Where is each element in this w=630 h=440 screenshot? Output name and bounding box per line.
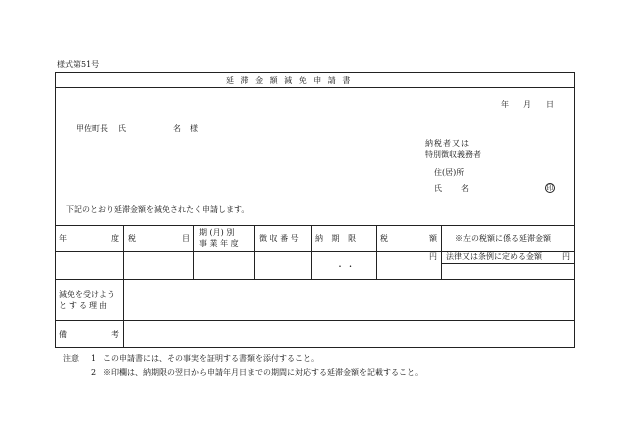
note-1-number: 1 xyxy=(91,354,97,363)
reason-bottom-line xyxy=(55,320,575,321)
header-amount-b: 額 xyxy=(429,234,437,243)
col-divider-2 xyxy=(193,225,194,279)
seal-mark: 印 xyxy=(546,184,554,192)
table-top-line xyxy=(55,225,575,226)
reason-label-line2: とする理由 xyxy=(59,301,109,310)
legal-row-divider xyxy=(441,263,575,264)
applicant-name-label-1: 氏 xyxy=(434,184,442,193)
applicant-role-line2: 特別徴収義務者 xyxy=(425,150,481,159)
form-number: 様式第51号 xyxy=(57,60,100,69)
legal-amount-yen: 円 xyxy=(562,252,570,261)
title-divider xyxy=(55,87,575,88)
header-period-line1: 期 (月) 別 xyxy=(199,228,235,237)
request-text: 下記のとおり延滞金額を減免されたく申請します。 xyxy=(66,205,250,214)
addressee-honorific: 氏 xyxy=(118,124,126,133)
col-divider-4 xyxy=(311,225,312,279)
col-divider-6 xyxy=(441,225,442,279)
deadline-date-dots: ・ ・ xyxy=(336,262,355,271)
header-tax-b: 目 xyxy=(182,234,190,243)
col-divider-3 xyxy=(254,225,255,279)
addressee-sama: 様 xyxy=(190,124,198,133)
amount-yen: 円 xyxy=(429,252,437,261)
applicant-address-label: 住(居)所 xyxy=(434,168,465,177)
table-bottom-line xyxy=(55,279,575,280)
header-year-b: 度 xyxy=(111,234,119,243)
note-2-text: ※印欄は、納期限の翌日から申請年月日までの期間に対応する延滞金額を記載すること。 xyxy=(103,368,423,377)
date-year: 年 xyxy=(501,100,509,109)
col-divider-1 xyxy=(123,225,124,348)
header-amount-a: 税 xyxy=(380,234,388,243)
header-late-fee: ※左の税額に係る延滞金額 xyxy=(455,234,551,243)
date-month: 月 xyxy=(523,100,531,109)
col-divider-5 xyxy=(376,225,377,279)
applicant-role-line1: 納税者又は xyxy=(425,139,470,148)
note-2-number: 2 xyxy=(91,368,97,377)
applicant-name-label-2: 名 xyxy=(461,184,469,193)
reason-label-line1: 減免を受けよう xyxy=(59,290,115,299)
note-1-text: この申請書には、その事実を証明する書類を添付すること。 xyxy=(103,354,319,363)
header-tax-a: 税 xyxy=(128,234,136,243)
header-collection-no: 徴 収 番 号 xyxy=(259,234,299,243)
notes-prefix: 注意 xyxy=(63,354,79,363)
header-year-a: 年 xyxy=(59,234,67,243)
addressee-prefix: 甲佐町長 xyxy=(76,124,108,133)
remarks-label-b: 考 xyxy=(111,330,119,339)
header-deadline: 納 期 限 xyxy=(315,234,360,243)
header-period-line2: 事 業 年 度 xyxy=(199,239,239,248)
addressee-name-label: 名 xyxy=(173,124,181,133)
legal-amount-label: 法律又は条例に定める金額 xyxy=(446,252,542,261)
date-day: 日 xyxy=(546,100,554,109)
remarks-label-a: 備 xyxy=(59,330,67,339)
form-title: 延 滞 金 額 減 免 申 請 書 xyxy=(226,76,353,85)
